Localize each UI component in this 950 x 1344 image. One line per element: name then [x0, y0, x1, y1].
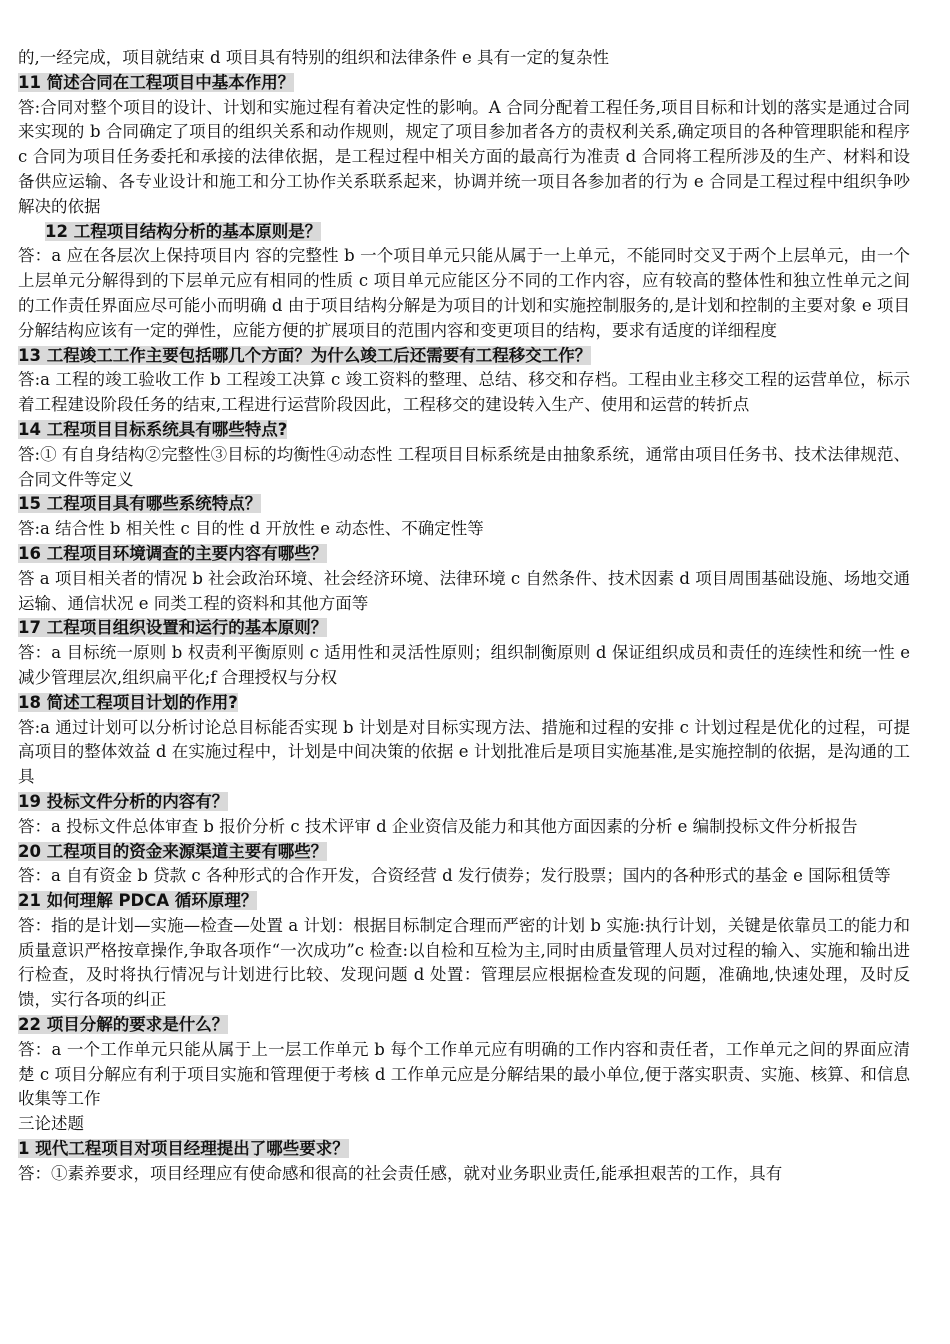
question-19: 19 投标文件分析的内容有？	[18, 791, 229, 811]
question-17: 17 工程项目组织设置和运行的基本原则？	[18, 618, 328, 638]
question-15: 15 工程项目具有哪些系统特点？	[18, 494, 262, 514]
answer-12: 答：a 应在各层次上保持项目内 容的完整性 b 一个项目单元只能从属于一上单元，不能同时交叉于两个上层单元，由一个上层单元分解得到的下层单元应有相同的性质 c 项目单元应能区分不同的工作内容，应有较高的整体性和独立性单元之间的工作责任界面应尽可能小而明确 d 由于项目结构分解是为项目的计划和实施控制服务的,是计划和控制的主要对象 e 项目分解结构应该有一定的弹性，应能方便的扩展项目的范围内容和变更项目的结构，要求有适度的详细程度	[18, 246, 910, 340]
answer-11: 答:合同对整个项目的设计、计划和实施过程有着决定性的影响。A 合同分配着工程任务,项目目标和计划的落实是通过合同来实现的 b 合同确定了项目的组织关系和动作规则，规定了项目参加者各方的责权利关系,确定项目的各种管理职能和程序 c 合同为项目任务委托和承接的法律依据，是工程过程中相关方面的最高行为准责 d 合同将工程所涉及的生产、材料和设备供应运输、各专业设计和施工和分工协作关系联系起来，协调并统一项目各参加者的行为 e 合同是工程过程中组织争吵解决的依据	[18, 97, 910, 216]
question-12: 12 工程项目结构分析的基本原则是？	[45, 221, 322, 241]
question-21: 21 如何理解 PDCA 循环原理？	[18, 891, 258, 911]
question-22: 22 项目分解的要求是什么？	[18, 1015, 229, 1035]
question-16: 16 工程项目环境调查的主要内容有哪些？	[18, 543, 328, 563]
question-18: 18 简述工程项目计划的作用?	[18, 692, 238, 712]
answer-17: 答：a 目标统一原则 b 权责利平衡原则 c 适用性和灵活性原则；组织制衡原则 d 保证组织成员和责任的连续性和统一性 e 减少管理层次,组织扁平化;f 合理授权与分权	[18, 643, 910, 687]
answer-20: 答：a 自有资金 b 贷款 c 各种形式的合作开发，合资经营 d 发行债券；发行股票；国内的各种形式的基金 e 国际租赁等	[18, 866, 891, 886]
question-14: 14 工程项目目标系统具有哪些特点?	[18, 419, 288, 439]
answer-13: 答:a 工程的竣工验收工作 b 工程竣工决算 c 竣工资料的整理、总结、移交和存档。工程由业主移交工程的运营单位，标示着工程建设阶段任务的结束,工程进行运营阶段因此，工程移交的建设转入生产、使用和运营的转折点	[18, 370, 910, 415]
section-heading: 三论述题	[18, 1114, 84, 1134]
answer-18: 答:a 通过计划可以分析讨论总目标能否实现 b 计划是对目标实现方法、措施和过程的安排 c 计划过程是优化的过程，可提高项目的整体效益 d 在实施过程中，计划是中间决策的依据 e 计划批准后是项目实施基准,是实施控制的依据，是沟通的工具	[18, 717, 910, 787]
essay-question-1: 1 现代工程项目对项目经理提出了哪些要求？	[18, 1139, 349, 1159]
question-13: 13 工程竣工工作主要包括哪几个方面？为什么竣工后还需要有工程移交工作？	[18, 345, 592, 365]
question-20: 20 工程项目的资金来源渠道主要有哪些？	[18, 841, 328, 861]
answer-14: 答:① 有自身结构②完整性③目标的均衡性④动态性 工程项目目标系统是由抽象系统，通常由项目任务书、技术法律规范、合同文件等定义	[18, 444, 910, 489]
answer-22: 答：a 一个工作单元只能从属于上一层工作单元 b 每个工作单元应有明确的工作内容和责任者，工作单元之间的界面应清楚 c 项目分解应有利于项目实施和管理便于考核 d 工作单元应是分解结果的最小单位,便于落实职责、实施、核算、和信息收集等工作	[18, 1039, 910, 1109]
answer-19: 答：a 投标文件总体审查 b 报价分析 c 技术评审 d 企业资信及能力和其他方面因素的分析 e 编制投标文件分析报告	[18, 816, 858, 836]
question-11: 11 简述合同在工程项目中基本作用？	[18, 72, 295, 92]
intro-paragraph: 的,一经完成，项目就结束 d 项目具有特别的组织和法律条件 e 具有一定的复杂性	[18, 48, 610, 67]
answer-21: 答：指的是计划—实施—检查—处置 a 计划：根据目标制定合理而严密的计划 b 实施:执行计划，关键是依靠员工的能力和质量意识严格按章操作,争取各项作“一次成功”c 检查:以自检和互检为主,同时由质量管理人员对过程的输入、实施和输出进行检查，及时将执行情况与计划进行比较、发现问题 d 处置：管理层应根据检查发现的问题，准确地,快速处理，及时反馈，实行各项的纠正	[18, 915, 910, 1010]
answer-16: 答 a 项目相关者的情况 b 社会政治环境、社会经济环境、法律环境 c 自然条件、技术因素 d 项目周围基础设施、场地交通运输、通信状况 e 同类工程的资料和其他方面等	[18, 568, 910, 613]
answer-15: 答:a 结合性 b 相关性 c 目的性 d 开放性 e 动态性、不确定性等	[18, 519, 484, 539]
essay-answer-1: 答：①素养要求，项目经理应有使命感和很高的社会责任感，就对业务职业责任,能承担艰苦的工作，具有	[18, 1163, 783, 1183]
document-page	[18, 46, 910, 1187]
